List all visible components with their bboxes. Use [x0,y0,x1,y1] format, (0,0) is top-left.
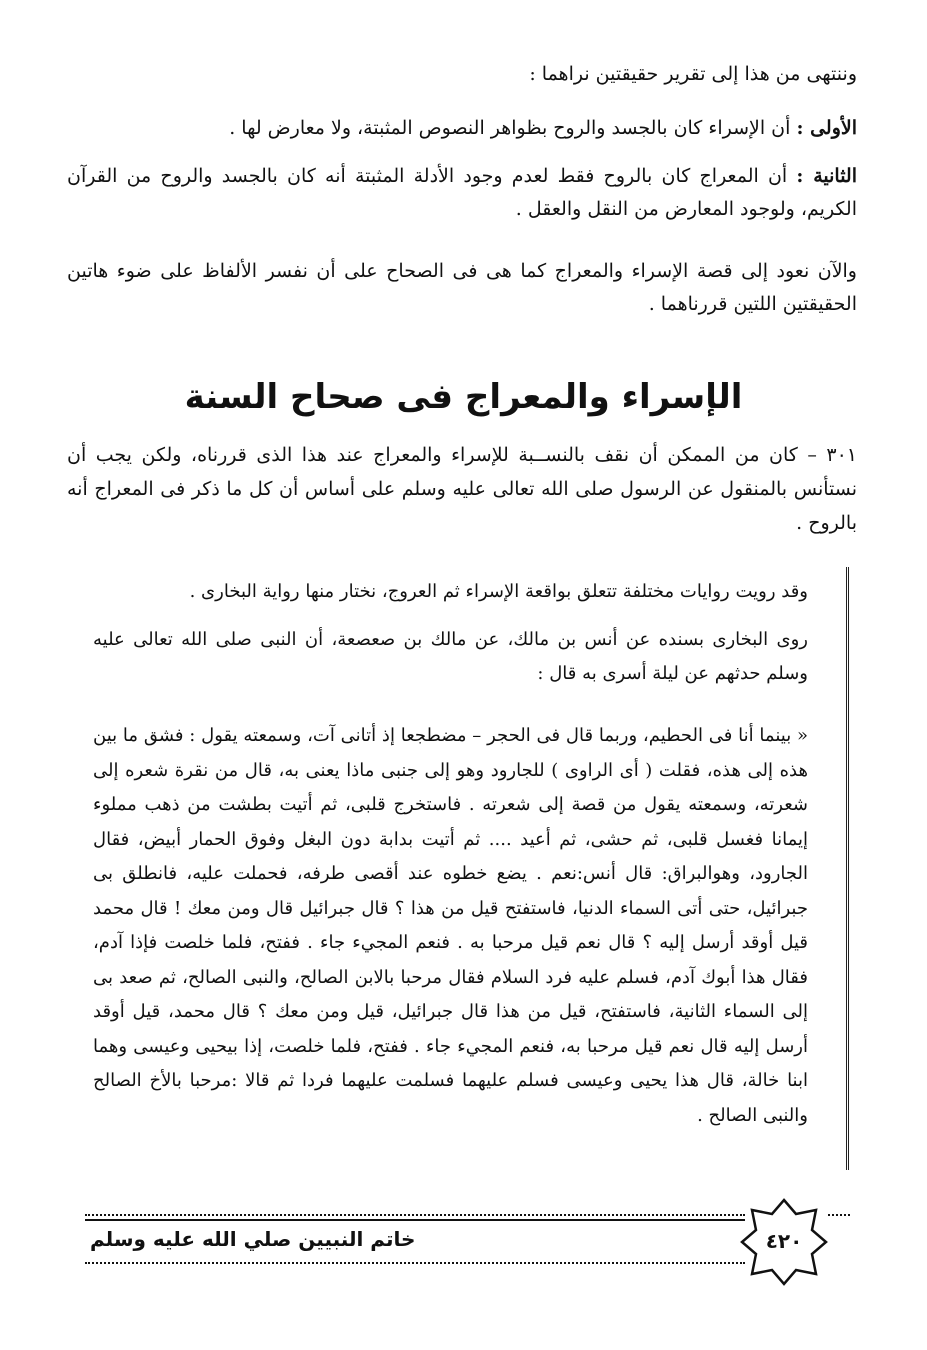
section-heading: الإسراء والمعراج فى صحاح السنة [184,377,743,417]
intro-line: وننتهى من هذا إلى تقرير حقيقتين نراهما : [529,63,857,85]
quote-intro: وقد رويت روايات مختلفة تتعلق بواقعة الإسراء ثم العروج، نختار منها رواية البخارى . [189,581,808,602]
footer-book-title: خاتم النبيين صلي الله عليه وسلم [90,1227,416,1251]
badge-tail-rule [828,1214,850,1216]
quotation-block [82,567,849,1170]
paragraph-301: ٣٠١ – كان من الممكن أن نقف بالنســبة للإسراء والمعراج عند هذا الذى قررناه، ولكن يجب أن نستأنس بالمنقول عن الرسول صلى الله تعالى عليه وسلم على أساس أن كل ما ذكر فى المعراج أنه بالروح . [67,444,857,534]
first-point [67,112,857,145]
hadith-text: « بينما أنا فى الحطيم، وربما قال فى الحجر – مضطجعا إذ أتانى آت، وسمعته يقول : فشق ما بين هذه إلى هذه، فقلت ( أى الراوى ) للجارود وهو إلى جنبى ماذا يعنى به، قال من نقرة شعره إلى شعرته، وسمعته يقول من قصة إلى شعرته . فاستخرج قلبى، ثم أتيت بطشت من ذهب مملوء إيمانا فغسل قلبى، ثم حشى، ثم أعيد .... ثم أتيت بدابة دون البغل وفوق الحمار أبيض، فقال الجارود، وهوالبراق: قال أنس:نعم . يضع خطوه عند أقصى طرفه، فحملت عليه، فانطلق بى جبرائيل، حتى أتى السماء الدنيا، فاستفتح قيل من هذا ؟ قال جبرائيل قال ومن معك ! قال محمد قيل أوقد أرسل إليه ؟ قال نعم قيل مرحبا به . فنعم المجيء جاء . ففتح، فلما خلصت فإذا آدم، فقال هذا أبوك آدم، فسلم عليه فرد السلام فقال مرحبا بالابن الصالح، والنبى الصالح، ثم صعد بى إلى السماء الثانية، فاستفتح، قيل من هذا قال جبرائيل، قيل ومن معك ؟ قال محمد، قيل أوقد أرسل إليه قال نعم قيل مرحبا به، فنعم المجيء جاء . ففتح، فلما خلصت، إذا بيحيى وعيسى وهما ابنا خالة، قال هذا يحيى وعيسى فسلم عليهما فسلمت عليهما فردا ثم قالا :مرحبا بالأخ الصالح والنبى الصالح . [93,725,808,1126]
second-point [67,160,857,226]
footer-rule-bottom [85,1262,745,1264]
second-point-text: أن المعراج كان بالروح فقط لعدم وجود الأدلة المثبتة أنه كان بالجسد والروح من القرآن الكريم، ولوجود المعارض من النقل والعقل . [67,165,857,220]
page-number: ٤٢٠ [765,1229,803,1253]
second-point-label: الثانية : [796,165,857,187]
footer-rule-top [85,1214,745,1221]
first-point-text: أن الإسراء كان بالجسد والروح بظواهر النصوص المثبتة، ولا معارض لها . [229,117,791,139]
quote-narration: روى البخارى بسنده عن أنس بن مالك، عن مالك بن صعصعة، أن النبى صلى الله تعالى عليه وسلم حدثهم عن ليلة أسرى به قال : [93,629,808,684]
first-point-label: الأولى : [796,117,857,139]
transition-paragraph: والآن نعود إلى قصة الإسراء والمعراج كما هى فى الصحاح على أن نفسر الألفاظ على ضوء هاتين الحقيقتين اللتين قررناهما . [67,260,857,315]
